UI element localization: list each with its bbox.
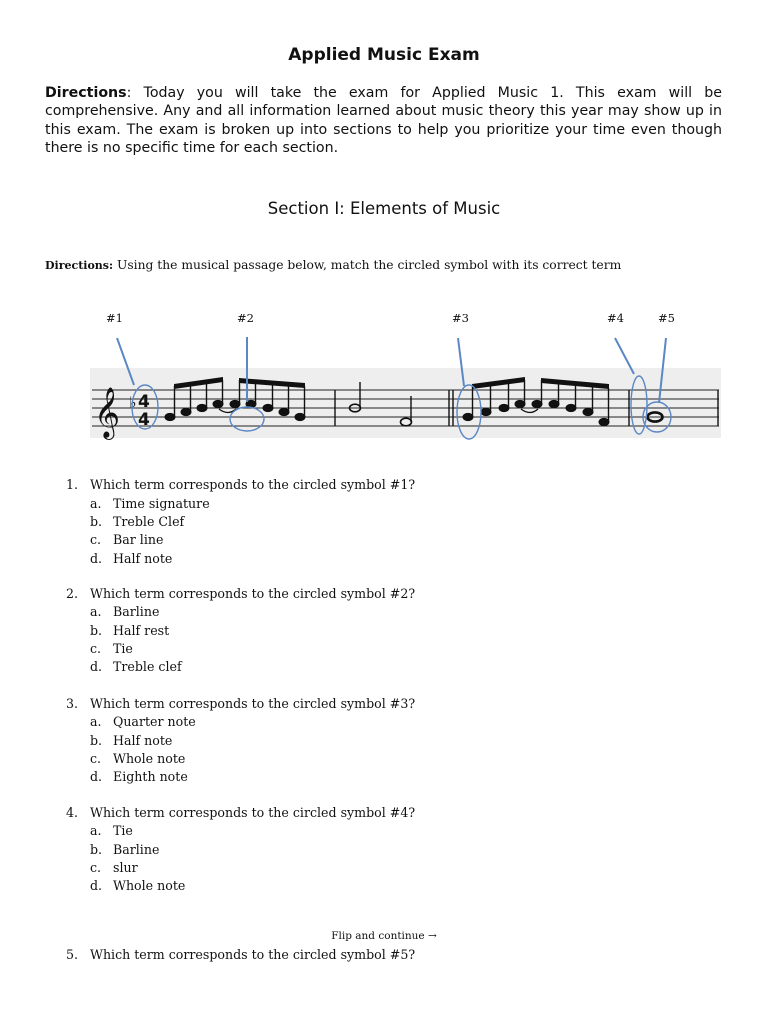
option-text: Whole note [113, 878, 186, 893]
marker-5: #5 [658, 311, 675, 325]
option-letter: d. [90, 769, 103, 784]
option-letter: d. [90, 659, 103, 674]
flip-and-continue-note: Flip and continue → [331, 930, 437, 942]
section-title: Section I: Elements of Music [267, 199, 501, 218]
directions-label: Directions [45, 85, 127, 101]
marker-3: #3 [452, 311, 469, 325]
option-text: Half note [113, 733, 173, 748]
question-number: 5. [66, 947, 79, 962]
option-text: Tie [113, 823, 133, 838]
option-text: Treble Clef [113, 514, 185, 529]
option-letter: a. [90, 823, 102, 838]
musical-passage-figure [88, 310, 723, 442]
option-text: Quarter note [113, 714, 196, 729]
directions-text: : Today you will take the exam for Applied Music 1. This exam will be comprehensive. Any and all information learned about music theory this year may show up in this exam. The exam is broken up into sections to help you prioritize your time even though there is no specific time for each section. [45, 85, 722, 157]
question-text: Which term corresponds to the circled symbol #1? [90, 477, 416, 492]
option-letter: b. [90, 514, 103, 529]
option-text: Barline [113, 604, 160, 619]
option-text: Half note [113, 551, 173, 566]
question-number: 3. [66, 696, 79, 711]
option-text: Half rest [113, 623, 170, 638]
option-letter: c. [90, 860, 102, 875]
question-text: Which term corresponds to the circled symbol #5? [90, 947, 416, 962]
section-directions [45, 258, 725, 272]
section-directions-label: Directions: [45, 259, 114, 272]
question-text: Which term corresponds to the circled symbol #4? [90, 805, 416, 820]
option-letter: c. [90, 641, 102, 656]
exam-directions [45, 84, 722, 158]
question-number: 1. [66, 477, 79, 492]
option-text: Time signature [113, 496, 210, 511]
option-letter: a. [90, 714, 102, 729]
option-text: Eighth note [113, 769, 188, 784]
time-signature-top: 4 [138, 392, 150, 412]
option-letter: c. [90, 532, 102, 547]
marker-4: #4 [607, 311, 624, 325]
option-letter: b. [90, 733, 103, 748]
option-letter: d. [90, 551, 103, 566]
treble-clef-icon: 𝄞 [94, 387, 121, 438]
marker-2: #2 [237, 311, 254, 325]
option-text: Treble clef [113, 659, 182, 674]
time-signature-bottom: 4 [138, 410, 150, 430]
option-text: Barline [113, 842, 160, 857]
option-text: slur [113, 860, 138, 875]
section-directions-text: Using the musical passage below, match the circled symbol with its correct term [113, 258, 622, 272]
flat-icon: ♭ [129, 393, 137, 412]
question-number: 2. [66, 586, 79, 601]
music-staff-image [88, 310, 723, 442]
option-letter: d. [90, 878, 103, 893]
marker-1: #1 [106, 311, 123, 325]
option-letter: b. [90, 623, 103, 638]
option-letter: a. [90, 604, 102, 619]
option-letter: a. [90, 496, 102, 511]
option-text: Whole note [113, 751, 186, 766]
staff-background [90, 368, 721, 438]
option-letter: c. [90, 751, 102, 766]
question-number: 4. [66, 805, 79, 820]
option-text: Bar line [113, 532, 164, 547]
option-text: Tie [113, 641, 133, 656]
option-letter: b. [90, 842, 103, 857]
question-text: Which term corresponds to the circled symbol #2? [90, 586, 416, 601]
question-text: Which term corresponds to the circled symbol #3? [90, 696, 416, 711]
page-title: Applied Music Exam [288, 45, 480, 65]
